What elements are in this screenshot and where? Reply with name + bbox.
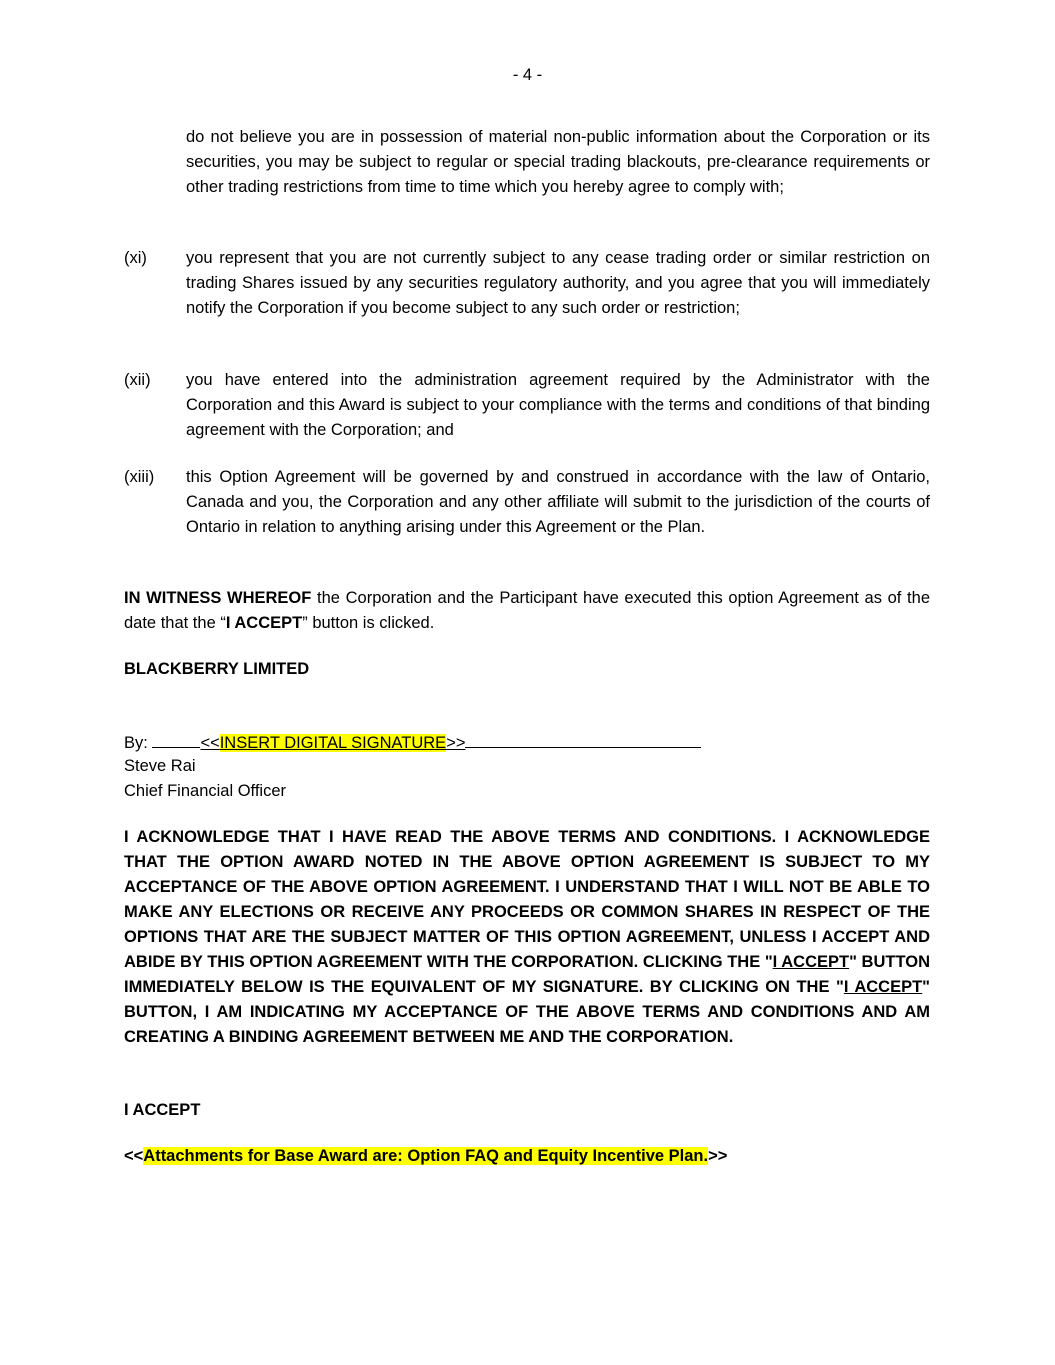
i-accept-label[interactable]: I ACCEPT [124,1101,201,1119]
digital-signature-placeholder[interactable]: INSERT DIGITAL SIGNATURE [219,734,447,752]
by-label: By: [124,734,148,752]
continuation-paragraph: do not believe you are in possession of material non-public information about the Corporation or its securities, you may be subject to regular or special trading blackouts, pre-clearance requirements or other trading restrictions from time to time which you hereby agree to comply with; [186,128,930,196]
signatory-title: Chief Financial Officer [124,782,287,800]
witness-accept: I ACCEPT [225,614,303,632]
placeholder-close: >> [446,734,466,752]
witness-lead: IN WITNESS WHEREOF [124,589,312,607]
item-text: you represent that you are not currently subject to any cease trading order or similar restriction on trading Shares issued by any securities regulatory authority, and you agree that you will immediately notify the Corporation if you become subject to any such order or restriction; [186,249,930,317]
item-text: you have entered into the administration agreement required by the Administrator with the Corporation and this Award is subject to your compliance with the terms and conditions of that binding agreement with the Corporation; and [186,371,930,439]
company-name: BLACKBERRY LIMITED [124,660,310,678]
signature-line [124,729,930,756]
ack-text: " BUTTON, I AM INDICATING MY ACCEPTANCE OF THE ABOVE TERMS AND CONDITIONS AND AM CREATING A BINDING AGREEMENT BETWEEN ME AND THE CORPORATION. [124,978,930,1046]
signatory-name: Steve Rai [124,757,196,775]
item-number: (xiii) [124,468,155,486]
ack-accept-2: I ACCEPT [843,978,923,996]
item-number: (xii) [124,371,151,389]
ack-text: I ACKNOWLEDGE THAT I HAVE READ THE ABOVE TERMS AND CONDITIONS. I ACKNOWLEDGE THAT THE OPTION AWARD NOTED IN THE ABOVE OPTION AGREEMENT IS SUBJECT TO MY ACCEPTANCE OF THE ABOVE OPTION AGREEMENT. I UNDERSTAND THAT I WILL NOT BE ABLE TO MAKE ANY ELECTIONS OR RECEIVE ANY PROCEEDS OR COMMON SHARES IN RESPECT OF THE OPTIONS THAT ARE THE SUBJECT MATTER OF THIS OPTION AGREEMENT, UNLESS I ACCEPT AND ABIDE BY THIS OPTION AGREEMENT WITH THE CORPORATION. CLICKING THE " [124,828,930,971]
attachments-note [124,1144,930,1169]
witness-text: the Corporation and the Participant have executed this option Agreement as of the date that the “ [124,589,930,632]
witness-paragraph [124,586,930,636]
attachments-text: Attachments for Base Award are: Option FAQ and Equity Incentive Plan. [143,1147,709,1165]
placeholder-open: << [200,734,220,752]
item-text: this Option Agreement will be governed by and construed in accordance with the law of Ontario, Canada and you, the Corporation and any other affiliate will submit to the jurisdiction of the courts of Ontario in relation to anything arising under this Agreement or the Plan. [186,468,930,536]
ack-text: " BUTTON IMMEDIATELY BELOW IS THE EQUIVALENT OF MY SIGNATURE. BY CLICKING ON THE " [124,953,930,996]
item-number: (xi) [124,249,147,267]
acknowledgement-paragraph [124,825,930,1050]
attachments-open: << [124,1147,144,1165]
page-number: - 4 - [512,66,543,84]
ack-accept-1: I ACCEPT [772,953,850,971]
witness-text-end: ” button is clicked. [302,614,435,632]
attachments-close: >> [708,1147,728,1165]
